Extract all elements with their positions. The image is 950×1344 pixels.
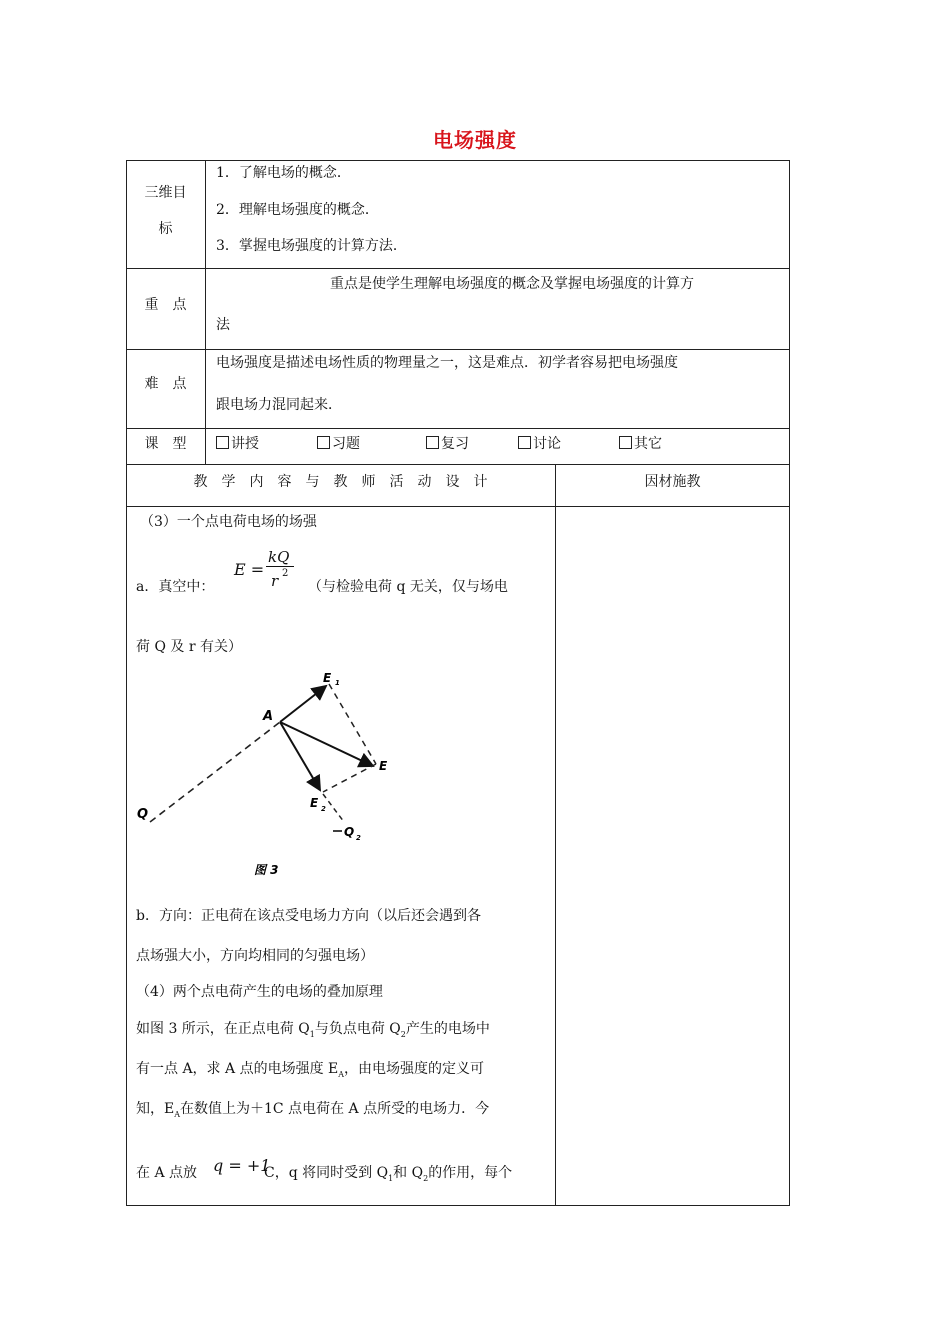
svg-text:2: 2	[321, 805, 326, 813]
e2-label: E	[310, 796, 319, 810]
direction-text: b．方向：正电荷在该点受电场力方向（以后还会遇到各	[136, 908, 481, 924]
lesson-type-label: 课 型	[144, 436, 187, 452]
lesson-type-option-discussion[interactable]: 讨论	[518, 436, 561, 451]
lesson-type-option-other[interactable]: 其它	[619, 436, 662, 451]
difficulty-text-2: 跟电场力混同起来．	[216, 397, 342, 413]
e2-to-q2-dashed-line	[323, 794, 344, 822]
q-label: Q	[137, 807, 149, 822]
checkbox-icon	[619, 436, 632, 449]
objective-item: 1．了解电场的概念．	[216, 165, 351, 181]
content-column-header: 教 学 内 容 与 教 师 活 动 设 计	[193, 474, 488, 490]
objectives-label: 三维目	[144, 185, 187, 201]
parallelogram-dashed-side	[329, 684, 376, 764]
vacuum-note-2: 荷 Q 及 r 有关）	[136, 639, 242, 655]
fraction-bar	[266, 566, 294, 567]
q-to-a-dashed-line	[150, 722, 280, 822]
lesson-type-option-review[interactable]: 复习	[426, 436, 469, 451]
vacuum-label: a．真空中：	[136, 579, 215, 595]
label-column-divider	[205, 160, 206, 464]
objective-item: 2．理解电场强度的概念．	[216, 202, 379, 218]
test-charge-formula: q = +1	[213, 1156, 271, 1175]
svg-text:2: 2	[356, 834, 361, 842]
difficulty-text: 电场强度是描述电场性质的物理量之一，这是难点．初学者容易把电场强度	[216, 355, 678, 371]
row-divider	[126, 268, 790, 269]
e1-label: E	[323, 671, 332, 685]
lesson-type-option-lecture[interactable]: 讲授	[216, 436, 259, 451]
checkbox-icon	[216, 436, 229, 449]
row-divider	[126, 349, 790, 350]
figure-caption: 图 3	[254, 863, 279, 877]
superposition-paragraph-line: 在 A 点放	[136, 1165, 198, 1181]
e1-vector	[280, 686, 326, 722]
section-3-heading: （3）一个点电荷电场的场强	[140, 514, 317, 530]
superposition-paragraph-line: C，q 将同时受到 $Q_1$和 $Q_2$的作用，每个	[264, 1165, 513, 1183]
point-a-label: A	[263, 709, 274, 724]
row-divider	[126, 464, 790, 465]
q2-label: Q	[344, 825, 355, 839]
vacuum-note: （与检验电荷 q 无关，仅与场电	[308, 579, 508, 595]
objectives-label-2: 标	[158, 221, 173, 237]
e-label: E	[379, 759, 388, 773]
superposition-paragraph-line: 有一点 A，求 A 点的电场强度 $E_A$，由电场强度的定义可	[136, 1061, 485, 1079]
difficulty-label: 难 点	[144, 376, 187, 392]
row-divider	[126, 428, 790, 429]
field-superposition-diagram	[130, 660, 410, 890]
lesson-type-option-exercise[interactable]: 习题	[317, 436, 360, 451]
svg-text:1: 1	[335, 679, 340, 687]
page-title: 电场强度	[433, 128, 517, 152]
content-column-divider	[555, 464, 556, 1206]
key-points-text-2: 法	[216, 317, 230, 333]
direction-text-2: 点场强大小，方向均相同的匀强电场）	[136, 948, 374, 964]
superposition-paragraph-line: 如图 3 所示，在正点电荷 $Q_1$与负点电荷 $Q_2$产生的电场中	[136, 1021, 490, 1039]
objective-item: 3．掌握电场强度的计算方法．	[216, 238, 407, 254]
checkbox-icon	[426, 436, 439, 449]
row-divider	[126, 506, 790, 507]
checkbox-icon	[317, 436, 330, 449]
superposition-paragraph-line: 知，$E_A$在数值上为＋1C 点电荷在 A 点所受的电场力．今	[136, 1101, 490, 1119]
key-points-label: 重 点	[144, 297, 187, 313]
checkbox-icon	[518, 436, 531, 449]
adaptive-teaching-header: 因材施教	[644, 474, 701, 490]
parallelogram-dashed-side	[323, 764, 376, 792]
key-points-text: 重点是使学生理解电场强度的概念及掌握电场强度的计算方	[330, 276, 694, 292]
section-4-heading: （4）两个点电荷产生的电场的叠加原理	[136, 984, 383, 1000]
